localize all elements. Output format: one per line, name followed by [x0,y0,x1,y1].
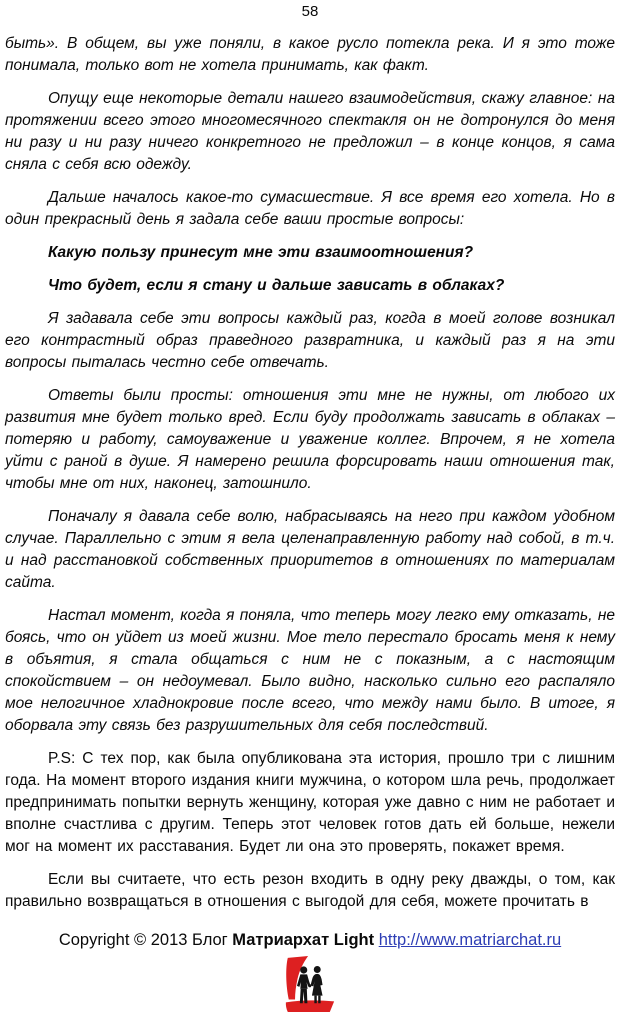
story-paragraph: Дальше началось какое-то сумасшествие. Я все время его хотела. Но в один прекрасный день я задала себе ваши простые вопросы: [5,189,615,228]
footer-copyright [5,929,615,951]
question-paragraph-future: Что будет, если я стану и дальше зависать в облаках? [48,277,505,294]
page-number: 58 [301,3,319,20]
copyright-text: Copyright © 2013 Блог [58,931,228,949]
story-paragraph: Ответы были просты: отношения эти мне не нужны, от любого их развития мне будет только вред. Если буду продолжать зависать в облаках – потеряю и работу, самоуважение и уважение коллег. Впрочем, я не хотела уйти с раной в душе. Я намерено решила форсировать наши отношения так, чтобы мне от них, наконец, затошнило. [5,387,615,492]
site-link[interactable]: http://www.matriarchat.ru [378,931,562,949]
blog-name: Матриархат Light [232,931,375,949]
story-paragraph-continuation: быть». В общем, вы уже поняли, в какое русло потекла река. И я это тоже понимала, только вот не хотела принимать, как факт. [5,35,615,74]
story-paragraph: Настал момент, когда я поняла, что теперь могу легко ему отказать, не боясь, что он уйдет из моей жизни. Мое тело перестало бросать меня к нему в объятия, я стала общаться с ним не с показным, а с настоящим спокойствием – он недоумевал. Было видно, насколько сильно его распаляло мое нелогичное хладнокровие после всего, что между нами было. В итоге, я оборвала эту связь без разрушительных для себя последствий. [5,607,615,734]
logo-container [5,956,615,1017]
matriarchat-couple-logo-icon [284,956,336,1017]
closing-paragraph-cutoff: Если вы считаете, что есть резон входить в одну реку дважды, о том, как правильно возвращаться в отношения с выгодой для себя, можете прочитать в [5,871,615,910]
postscript-paragraph: P.S: С тех пор, как была опубликована эта история, прошло три с лишним года. На момент второго издания книги мужчина, о котором шла речь, продолжает предпринимать попытки вернуть женщину, которая уже давно с ним не работает и вполне счастлива с другим. Теперь этот человек готов дать ей больше, нежели мог на момент их расставания. Будет ли она это проверять, покажет время. [5,750,615,855]
story-paragraph: Опущу еще некоторые детали нашего взаимодействия, скажу главное: на протяжении всего этого многомесячного спектакля он не дотронулся до меня ни разу и ни разу ничего конкретного не предложил – в конце концов, я сама сняла с себя всю одежду. [5,90,615,173]
story-paragraph: Поначалу я давала себе волю, набрасываясь на него при каждом удобном случае. Параллельно с этим я вела целенаправленную работу над собой, в т.ч. и над расстановкой собственных приоритетов в отношениях по материалам сайта. [5,508,615,591]
story-paragraph: Я задавала себе эти вопросы каждый раз, когда в моей голове возникал его контрастный образ праведного развратника, и каждый раз я на эти вопросы пыталась честно себе отвечать. [5,310,615,371]
question-paragraph-benefit: Какую пользу принесут мне эти взаимоотношения? [48,244,474,261]
